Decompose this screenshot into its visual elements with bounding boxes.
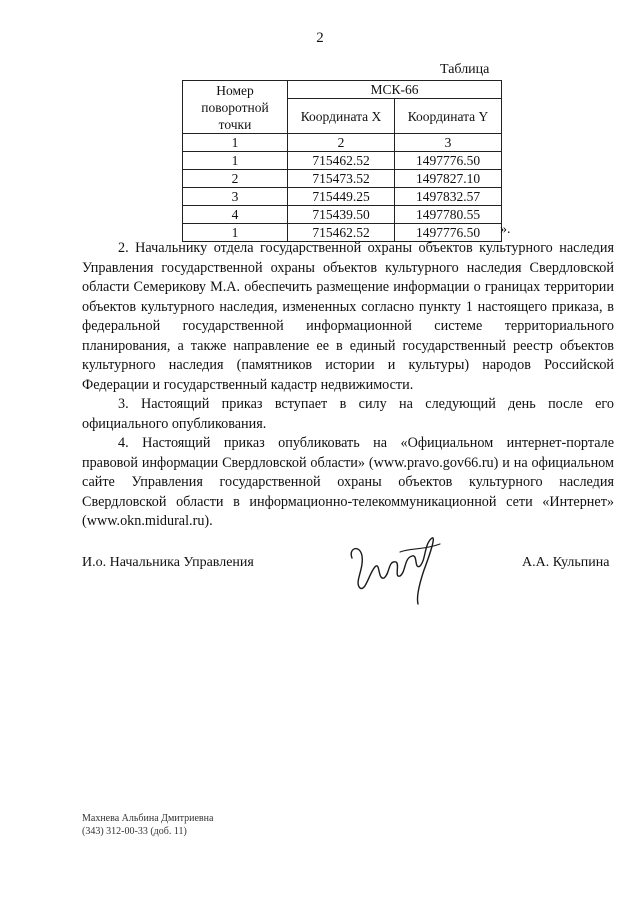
index-cell: 2 [288, 134, 395, 152]
point-number-cell: 2 [183, 170, 288, 188]
point-number-cell: 1 [183, 152, 288, 170]
header-coord-x: Координата X [288, 99, 395, 134]
document-body [82, 239, 614, 532]
table-row [183, 188, 502, 206]
paragraph-4: 4. Настоящий приказ опубликовать на «Официальном интернет-портале правовой информации Свердловской области» (www.pravo.gov66.ru) и на официальном сайте Управления государственной охраны объектов культурного наследия Свердловской области в информационно-телекоммуникационной сети «Интернет» (www.okn.midural.ru). [82, 435, 614, 529]
coord-x-cell: 715473.52 [288, 170, 395, 188]
coord-y-cell: 1497780.55 [395, 206, 502, 224]
coordinates-table [182, 80, 502, 242]
contact-name: Махнева Альбина Дмитриевна [82, 813, 214, 824]
table-header-row [183, 81, 502, 99]
point-number-cell: 3 [183, 188, 288, 206]
table-row [183, 170, 502, 188]
point-number-cell: 4 [183, 206, 288, 224]
coord-x-cell: 715449.25 [288, 188, 395, 206]
paragraph-3: 3. Настоящий приказ вступает в силу на следующий день после его официального опубликования. [82, 396, 614, 432]
coord-y-cell: 1497827.10 [395, 170, 502, 188]
coord-x-cell: 715462.52 [288, 152, 395, 170]
coord-y-cell: 1497832.57 [395, 188, 502, 206]
closing-quote: ». [500, 222, 511, 237]
header-point-number: Номер поворотной точки [183, 81, 288, 134]
paragraph-2: 2. Начальнику отдела государственной охраны объектов культурного наследия Управления государственной охраны объектов культурного наследия Свердловской области Семерикову М.А. обеспечить размещение информации о границах территории объектов культурного наследия, измененных согласно пункту 1 настоящего приказа, в федеральной государственной информационной системе территориального планирования, а также направление ее в единый государственный реестр объектов культурного наследия (памятников истории и культуры) народов Российской Федерации и государственный кадастр недвижимости. [82, 240, 614, 393]
coord-x-cell: 715439.50 [288, 206, 395, 224]
table-caption: Таблица [440, 62, 490, 77]
table-row [183, 152, 502, 170]
contact-phone: (343) 312-00-33 (доб. 11) [82, 826, 187, 837]
table-row [183, 206, 502, 224]
table-index-row [183, 134, 502, 152]
point-number-cell: 1 [183, 224, 288, 242]
contact-block [82, 812, 213, 838]
index-cell: 1 [183, 134, 288, 152]
coord-y-cell: 1497776.50 [395, 152, 502, 170]
signatory-name: А.А. Кульпина [522, 555, 610, 570]
coord-y-cell: 1497776.50 [395, 224, 502, 242]
signatory-position: И.о. Начальника Управления [82, 555, 254, 570]
header-msk66: МСК-66 [288, 81, 502, 99]
page-number: 2 [316, 30, 324, 46]
coord-x-cell: 715462.52 [288, 224, 395, 242]
index-cell: 3 [395, 134, 502, 152]
header-coord-y: Координата Y [395, 99, 502, 134]
handwritten-signature [340, 530, 450, 610]
